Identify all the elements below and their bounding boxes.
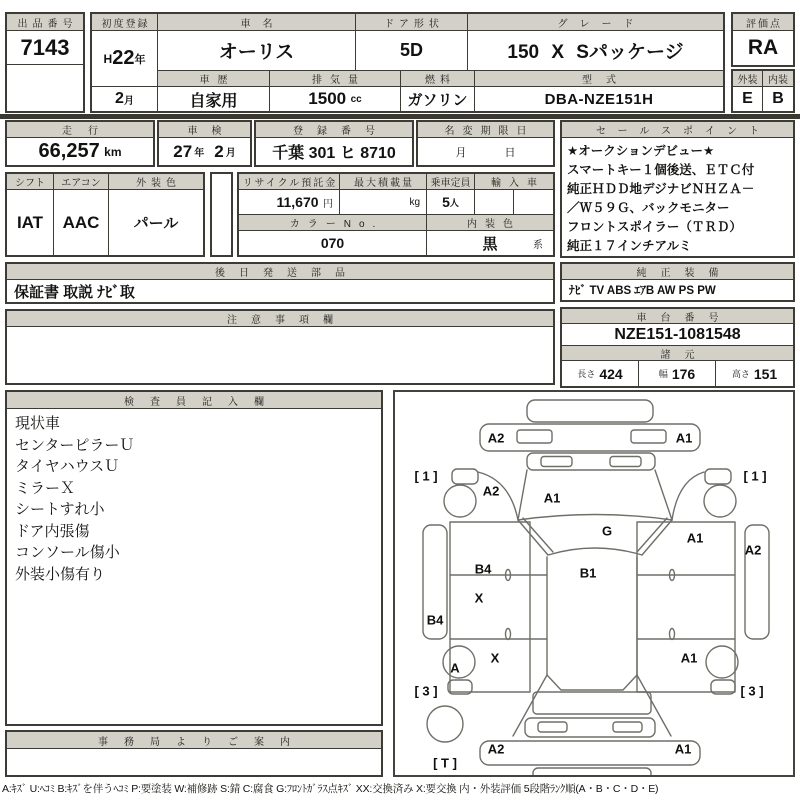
name-change-month: 月 xyxy=(455,146,467,159)
later-parts-header: 後日発送部品 xyxy=(7,264,553,280)
sales-point-header: セールスポイント xyxy=(562,122,793,138)
list-line: ★オークションデビュー★ xyxy=(567,144,715,158)
mileage-header: 走行 xyxy=(7,122,153,138)
damage-label: A2 xyxy=(487,430,505,446)
color-no-value: 070 xyxy=(239,231,427,255)
int-color-main: 黒 xyxy=(482,235,498,253)
damage-diagram-box xyxy=(393,390,795,777)
list-line: ドア内張傷 xyxy=(15,522,90,540)
list-line: ／Ｗ５９Ｇ、バックモニター xyxy=(567,201,730,215)
payload-value: kg xyxy=(340,190,427,215)
spec-height-label: 高さ xyxy=(731,369,750,379)
vehicle-info-box xyxy=(90,12,725,113)
name-change-day: 日 xyxy=(504,146,516,159)
spec-width-label: 幅 xyxy=(658,369,668,379)
interior-grade-value: B xyxy=(772,90,784,107)
lot-number-value: 7143 xyxy=(7,31,83,65)
damage-label: A xyxy=(450,660,460,676)
shaken-box xyxy=(157,120,252,167)
damage-label: X xyxy=(490,650,500,666)
list-line: コンソール傷小 xyxy=(15,544,120,561)
name-change-header: 名変期限日 xyxy=(418,122,553,138)
damage-label: B1 xyxy=(579,565,597,581)
payload-header: 最大積載量 xyxy=(340,174,427,190)
capacity-value xyxy=(427,190,475,215)
list-line: 現状車 xyxy=(15,415,61,432)
list-line: センターピラーＵ xyxy=(15,436,135,454)
import-header: 輸入車 xyxy=(475,174,553,190)
reg-no-box xyxy=(254,120,414,167)
spec-length-label: 長さ xyxy=(577,369,596,379)
damage-label: A1 xyxy=(686,530,704,546)
damage-label: [ 3 ] xyxy=(740,683,764,699)
exterior-grade-value: E xyxy=(733,87,763,111)
int-color-suffix: 系 xyxy=(533,239,543,251)
damage-label: [ T ] xyxy=(433,755,457,771)
spec-height xyxy=(716,361,793,386)
recycle-num: 11,670 xyxy=(276,194,319,210)
inspector-header: 検査員記入欄 xyxy=(7,392,381,409)
damage-label: A2 xyxy=(487,741,505,757)
damage-labels xyxy=(395,392,793,775)
caution-header: 注意事項欄 xyxy=(7,311,553,327)
damage-label: A2 xyxy=(482,483,500,499)
shift-header: シフト xyxy=(7,174,54,190)
model-code-header: 型式 xyxy=(475,71,723,87)
damage-label: [ 1 ] xyxy=(743,468,767,484)
damage-label: [ 3 ] xyxy=(414,683,438,699)
recycle-unit: 円 xyxy=(323,198,333,210)
damage-label: G xyxy=(601,523,613,539)
sales-point-lines xyxy=(567,142,793,256)
lot-number-box xyxy=(5,12,85,113)
ext-int-grade-box xyxy=(731,69,795,113)
list-line: タイヤハウスＵ xyxy=(15,458,120,475)
shaken-year: 27 xyxy=(173,141,193,161)
damage-label: A1 xyxy=(675,430,693,446)
specs-header: 諸元 xyxy=(562,346,793,361)
color-no-header: カラーNo. xyxy=(239,215,427,231)
office-box xyxy=(5,730,383,777)
recycle-value xyxy=(239,190,340,215)
mileage-num: 66,257 xyxy=(38,140,100,162)
shaken-value xyxy=(159,138,250,165)
displacement-header: 排気量 xyxy=(270,71,401,87)
section-divider-bar xyxy=(0,114,800,119)
car-name-header: 車名 xyxy=(158,14,356,31)
damage-label: B4 xyxy=(474,561,492,577)
history-value: 自家用 xyxy=(158,87,270,111)
chassis-box xyxy=(560,307,795,388)
int-color-value xyxy=(427,231,553,255)
chassis-header: 車台番号 xyxy=(562,309,793,324)
later-parts-value: 保証書 取説 ﾅﾋﾞ取 xyxy=(14,283,135,301)
list-line: ミラーＸ xyxy=(15,479,76,497)
grade-value: 150 X Sパッケージ xyxy=(468,31,723,71)
mileage-value xyxy=(7,138,153,165)
ext-color-header: 外装色 xyxy=(109,174,203,190)
damage-label: B4 xyxy=(426,612,444,628)
car-name-value: オーリス xyxy=(158,31,356,71)
recycle-header: リサイクル預託金 xyxy=(239,174,340,190)
import-value-left xyxy=(475,190,514,215)
damage-label: A1 xyxy=(543,490,561,506)
first-reg-month xyxy=(92,87,158,111)
spec-length xyxy=(562,361,639,386)
later-parts-box xyxy=(5,262,555,304)
mileage-unit: km xyxy=(104,144,122,159)
recycle-capacity-box xyxy=(237,172,555,257)
damage-label: A1 xyxy=(674,741,692,757)
displacement-unit: cc xyxy=(350,93,362,105)
score-box xyxy=(731,12,795,67)
damage-label: A2 xyxy=(744,542,762,558)
damage-label: X xyxy=(474,590,484,606)
import-value-right xyxy=(514,190,553,215)
displacement-value xyxy=(270,87,401,111)
list-line: 純正１７インチアルミ xyxy=(567,239,692,253)
shaken-month: 2 xyxy=(214,141,224,161)
first-reg-month-suffix: 月 xyxy=(123,95,134,107)
shaken-header: 車検 xyxy=(159,122,250,138)
model-code-value: DBA-NZE151H xyxy=(544,90,654,108)
list-line: スマートキー１個後送、ＥＴＣ付 xyxy=(567,163,755,177)
spec-height-value: 151 xyxy=(753,365,778,382)
ext-color-value: パール xyxy=(133,215,179,232)
capacity-num: 5 xyxy=(442,194,450,210)
inspector-lines xyxy=(15,413,377,585)
office-header: 事務局よりご案内 xyxy=(7,732,381,749)
grade-header: グレード xyxy=(468,14,723,31)
damage-label: [ 1 ] xyxy=(414,468,438,484)
score-header: 評価点 xyxy=(733,14,793,31)
displacement-num: 1500 xyxy=(308,89,347,108)
equipment-box xyxy=(560,262,795,302)
list-line: 純正ＨＤＤ地デジナビＮＨＺＡ－ xyxy=(567,182,755,196)
office-value xyxy=(7,749,381,775)
reg-no-value: 千葉 301 ヒ 8710 xyxy=(272,145,396,162)
first-reg-year-suffix: 年 xyxy=(134,53,146,66)
caution-value xyxy=(7,327,553,383)
ac-value: AAC xyxy=(54,190,109,255)
spec-length-value: 424 xyxy=(599,365,623,382)
capacity-unit: 人 xyxy=(449,197,459,208)
legend-line: A:ｷｽﾞ U:ﾍｺﾐ B:ｷｽﾞを伴うﾍｺﾐ P:要塗装 W:補修跡 S:錆 C:腐食 G:ﾌﾛﾝﾄｶﾞﾗｽ点ｷｽﾞ XX:交換済み X:要交換 内・外装評価 5段階ﾗﾝｸ順(A・B・C・D・E) xyxy=(2,783,659,795)
first-reg-year: 22 xyxy=(112,47,135,69)
ac-header: エアコン xyxy=(54,174,109,190)
inspector-box xyxy=(5,390,383,726)
first-reg-header: 初度登録 xyxy=(92,14,158,31)
spacer-cell xyxy=(210,172,233,257)
fuel-header: 燃料 xyxy=(401,71,475,87)
first-reg-month-num: 2 xyxy=(115,90,124,107)
spec-width xyxy=(639,361,716,386)
list-line: シートすれ小 xyxy=(15,501,105,518)
shift-value: IAT xyxy=(7,190,54,255)
capacity-header: 乗車定員 xyxy=(427,174,475,190)
spec-width-value: 176 xyxy=(671,365,696,382)
lot-number-header: 出品番号 xyxy=(7,14,83,31)
list-line: フロントスポイラー（ＴＲＤ） xyxy=(567,220,742,234)
sales-point-box xyxy=(560,120,795,258)
history-header: 車歴 xyxy=(158,71,270,87)
shift-ac-color-box xyxy=(5,172,205,257)
door-shape-header: ドア形状 xyxy=(356,14,468,31)
interior-grade-header: 内装 xyxy=(763,71,793,87)
fuel-value: ガソリン xyxy=(401,87,475,111)
caution-box xyxy=(5,309,555,385)
list-line: 外装小傷有り xyxy=(15,565,106,583)
equipment-value: ﾅﾋﾞ TV ABS ｴｱB AW PS PW xyxy=(569,285,716,297)
exterior-grade-header: 外装 xyxy=(733,71,763,87)
name-change-value xyxy=(418,138,553,165)
lot-number-empty xyxy=(7,65,83,111)
first-reg-era: H xyxy=(103,51,113,66)
chassis-value: NZE151-1081548 xyxy=(562,324,793,346)
shaken-month-suffix: 月 xyxy=(225,148,236,159)
shaken-year-suffix: 年 xyxy=(194,148,205,159)
first-reg-value xyxy=(92,31,158,87)
damage-label: A1 xyxy=(680,650,698,666)
equipment-header: 純正装備 xyxy=(562,264,793,280)
int-color-header: 内装色 xyxy=(427,215,553,231)
reg-no-header: 登録番号 xyxy=(256,122,412,138)
mileage-box xyxy=(5,120,155,167)
score-value: RA xyxy=(747,36,779,59)
door-shape-value: 5D xyxy=(356,31,468,71)
name-change-box xyxy=(416,120,555,167)
